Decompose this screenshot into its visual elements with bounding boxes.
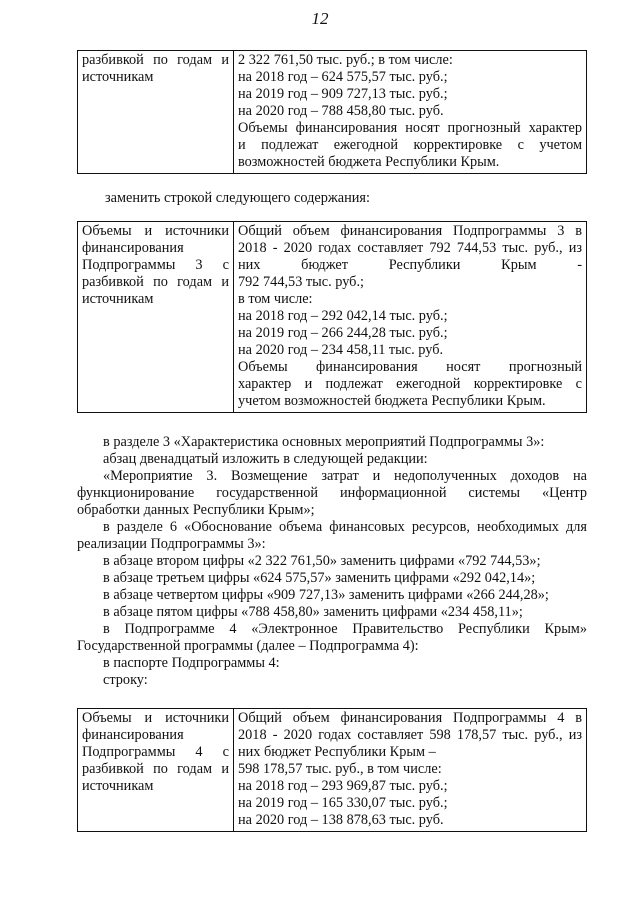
table2-right-line: в том числе: (238, 291, 313, 307)
table1-right-line: на 2020 год – 788 458,80 тыс. руб. (238, 103, 444, 119)
page-number: 12 (311, 9, 329, 28)
table3-right-line: 2018 - 2020 годах составляет 598 178,57 тыс. руб., из (238, 727, 582, 743)
table2-left-cell (78, 222, 234, 413)
table2-left-line: финансирования (82, 240, 184, 256)
table1-right-line: на 2018 год – 624 575,57 тыс. руб.; (238, 69, 448, 85)
table1-right-line: 2 322 761,50 тыс. руб.; в том числе: (238, 52, 453, 68)
table3-left-line: Объемы и источники (82, 710, 229, 726)
body-line: в Подпрограмме 4 «Электронное Правительство Республики Крым» (103, 621, 587, 637)
table2-right-line: 2018 - 2020 годах составляет 792 744,53 тыс. руб., из (238, 240, 582, 256)
body-line: в абзаце втором цифры «2 322 761,50» заменить цифрами «792 744,53»; (103, 553, 541, 569)
table3-left-line: финансирования (82, 727, 184, 743)
table2-right-line: на 2020 год – 234 458,11 тыс. руб. (238, 342, 444, 358)
body-line: Государственной программы (далее – Подпрограмма 4): (77, 638, 419, 654)
body-line: абзац двенадцатый изложить в следующей редакции: (103, 451, 428, 467)
table2-right-line: Общий объем финансирования Подпрограммы 3 в (238, 223, 582, 239)
body-line: в паспорте Подпрограммы 4: (103, 655, 280, 671)
table2-right-line: на 2019 год – 266 244,28 тыс. руб.; (238, 325, 448, 341)
table3-right-line: них бюджет Республики Крым – (238, 744, 436, 760)
table2-left-line: Объемы и источники (82, 223, 229, 239)
table1-right-cell (234, 51, 587, 174)
financing-table-old-subprogram-3 (77, 50, 587, 174)
table2-right-line: учетом возможностей бюджета Республики Крым. (238, 393, 546, 409)
table3-left-line: источникам (82, 778, 154, 794)
table3-left-cell (78, 709, 234, 832)
table1-right-line: возможностей бюджета Республики Крым. (238, 154, 500, 170)
table1-right-line: Объемы финансирования носят прогнозный характер (238, 120, 582, 136)
body-line: в абзаце третьем цифры «624 575,57» заменить цифрами «292 042,14»; (103, 570, 536, 586)
financing-table-subprogram-4 (77, 708, 587, 832)
table2-right-line: на 2018 год – 292 042,14 тыс. руб.; (238, 308, 448, 324)
table2-right-line: Объемы финансирования носят прогнозный (238, 359, 582, 375)
table3-right-line: Общий объем финансирования Подпрограммы 4 в (238, 710, 582, 726)
table2-right-cell (234, 222, 587, 413)
table2-right-line: 792 744,53 тыс. руб.; (238, 274, 364, 290)
table3-right-cell (234, 709, 587, 832)
body-line: в абзаце пятом цифры «788 458,80» заменить цифрами «234 458,11»; (103, 604, 523, 620)
table3-left-line: Подпрограммы 4 с (82, 744, 229, 760)
table3-right-line: 598 178,57 тыс. руб., в том числе: (238, 761, 442, 777)
body-line: в абзаце четвертом цифры «909 727,13» заменить цифрами «266 244,28»; (103, 587, 549, 603)
body-line: в разделе 6 «Обоснование объема финансовых ресурсов, необходимых для (103, 519, 587, 535)
table3-left-line: разбивкой по годам и (82, 761, 229, 777)
body-line: в разделе 3 «Характеристика основных мероприятий Подпрограммы 3»: (103, 434, 545, 450)
financing-table-new-subprogram-3 (77, 221, 587, 413)
table3-right-line: на 2018 год – 293 969,87 тыс. руб.; (238, 778, 448, 794)
amendment-text (77, 434, 587, 689)
table1-left-cell (78, 51, 234, 174)
replace-instruction: заменить строкой следующего содержания: (105, 190, 370, 206)
body-line: реализации Подпрограммы 3»: (77, 536, 266, 552)
table3-right-line: на 2019 год – 165 330,07 тыс. руб.; (238, 795, 448, 811)
table1-right-line: на 2019 год – 909 727,13 тыс. руб.; (238, 86, 448, 102)
body-line: обработки данных Республики Крым»; (77, 502, 315, 518)
table3-right-line: на 2020 год – 138 878,63 тыс. руб. (238, 812, 444, 828)
body-line: строку: (103, 672, 148, 688)
table2-right-line: характер и подлежат ежегодной корректировке с (238, 376, 582, 392)
body-line: функционирование государственной информационной системы «Центр (77, 485, 587, 501)
table2-left-line: источникам (82, 291, 154, 307)
table2-left-line: Подпрограммы 3 с (82, 257, 229, 273)
table1-right-line: и подлежат ежегодной корректировке с учетом (238, 137, 582, 153)
table1-left-line: источникам (82, 69, 154, 85)
table2-right-line: них бюджет Республики Крым - (238, 257, 582, 273)
body-line: «Мероприятие 3. Возмещение затрат и недополученных доходов на (103, 468, 587, 484)
table1-left-line: разбивкой по годам и (82, 52, 229, 68)
table2-left-line: разбивкой по годам и (82, 274, 229, 290)
